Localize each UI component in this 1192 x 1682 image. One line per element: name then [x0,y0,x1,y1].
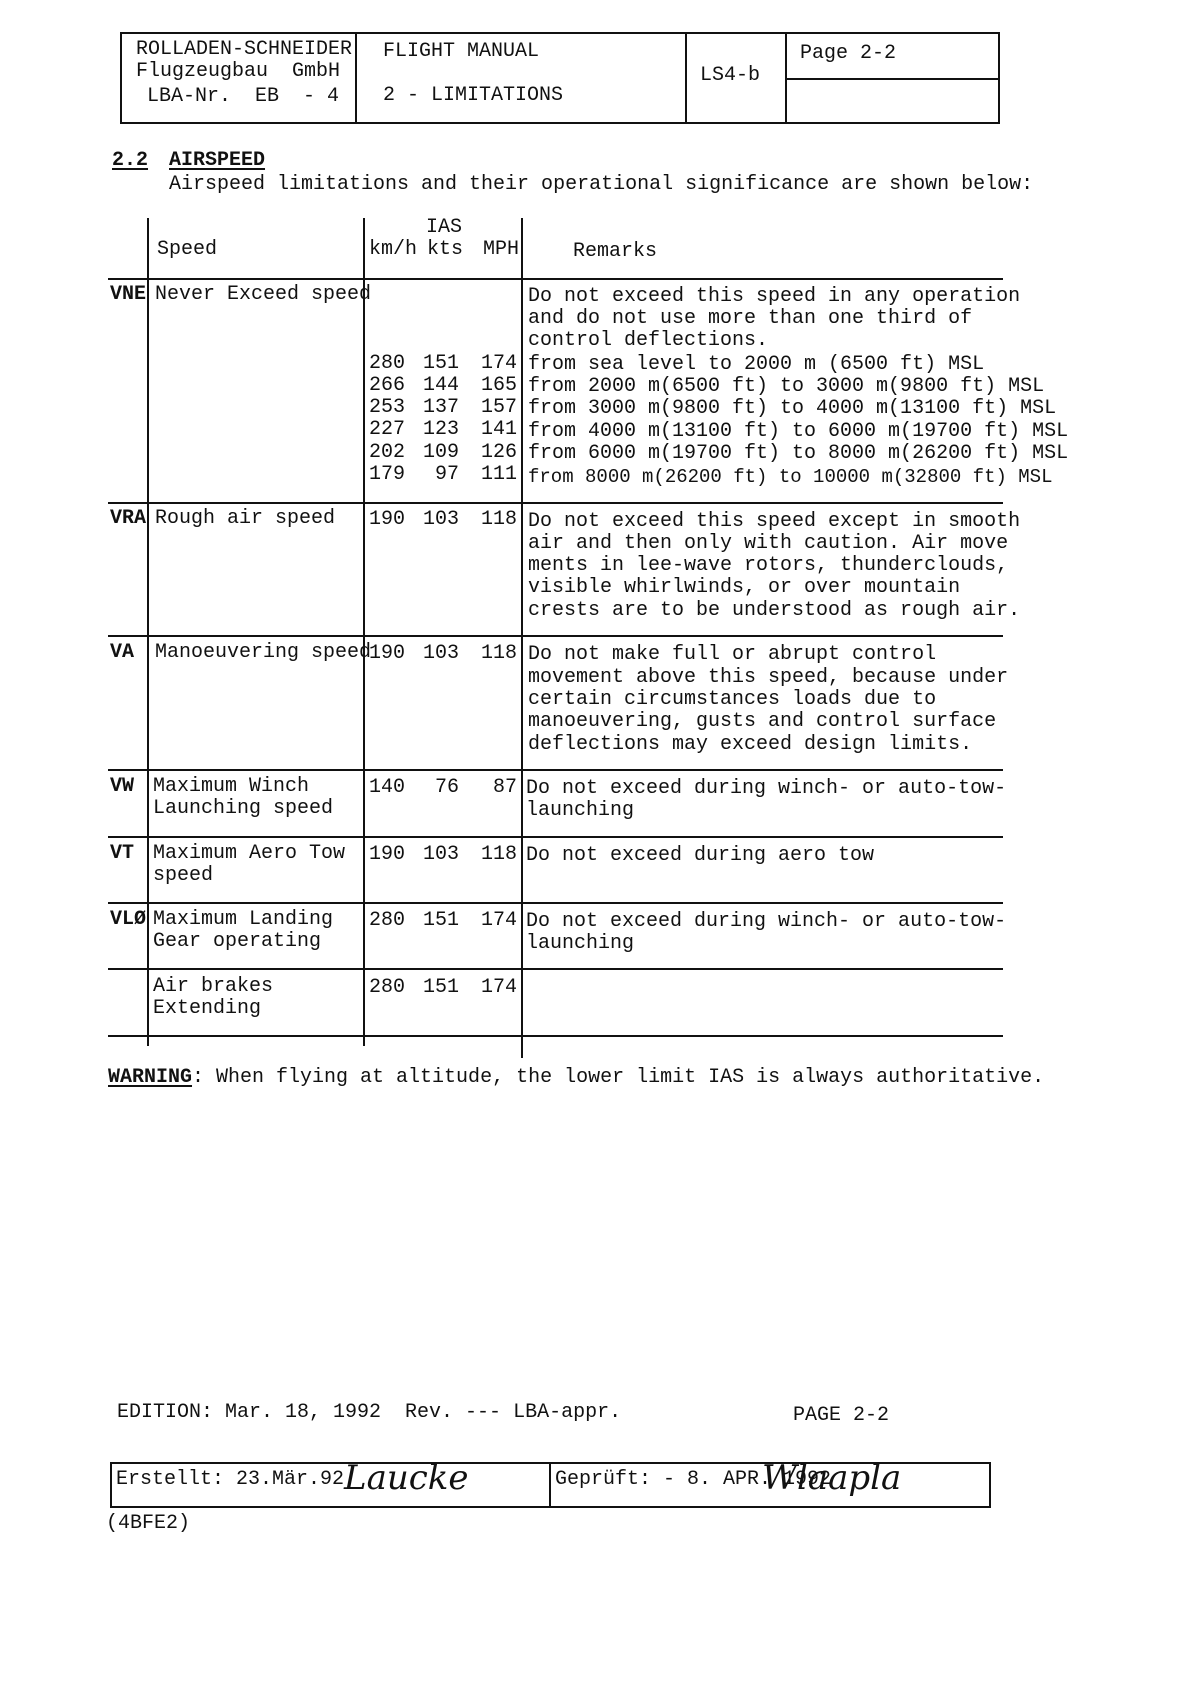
value-kts: 151 [423,909,460,932]
speed-name: Maximum Aero Tow [153,842,346,865]
value-kts: 151 [423,352,460,375]
section-intro: Airspeed limitations and their operational significance are shown below: [169,173,1034,196]
speed-code-vne: VNE [110,283,147,306]
table-col-divider [363,218,365,1046]
speed-name: Gear operating [153,930,322,953]
remark-line: visible whirlwinds, or over mountain [528,576,961,599]
speed-name: Maximum Winch [153,775,310,798]
remark-line: Do not exceed during winch- or auto-tow- [526,777,1007,800]
value-kmh: 190 [369,642,406,665]
remark-line: Do not exceed during winch- or auto-tow- [526,910,1007,933]
col-header-mph: MPH [483,238,520,261]
footer-page-number: PAGE 2-2 [793,1404,890,1427]
edition-line: EDITION: Mar. 18, 1992 Rev. --- LBA-appr. [117,1401,622,1424]
speed-code-vra: VRA [110,507,147,530]
speed-name: Launching speed [153,797,334,820]
section-title: 2 - LIMITATIONS [383,84,564,107]
value-kmh: 227 [369,418,406,441]
value-kts: 97 [434,463,459,486]
value-mph: 111 [481,463,518,486]
remark-line: from 3000 m(9800 ft) to 4000 m(13100 ft) MSL [528,397,1057,420]
table-row-divider [108,836,1003,838]
table-row-divider [108,635,1003,637]
table-col-divider [147,218,149,1046]
document-code: (4BFE2) [106,1512,191,1535]
section-heading: AIRSPEED [169,149,266,172]
value-mph: 118 [481,508,518,531]
table-row-divider [108,278,1003,280]
value-kts: 144 [423,374,460,397]
value-mph: 174 [481,976,518,999]
remark-line: from 6000 m(19700 ft) to 8000 m(26200 ft) MSL [528,442,1069,465]
value-kts: 103 [423,642,460,665]
value-kmh: 280 [369,352,406,375]
aircraft-model: LS4-b [700,64,761,87]
remark-line: ments in lee-wave rotors, thunderclouds, [528,554,1009,577]
speed-name: Maximum Landing [153,908,334,931]
section-number: 2.2 [112,149,149,172]
remark-line: Do not make full or abrupt control [528,643,937,666]
value-kmh: 190 [369,508,406,531]
value-mph: 87 [492,776,517,799]
remark-line: from sea level to 2000 m (6500 ft) MSL [528,353,985,376]
remark-line: movement above this speed, because under [528,666,1009,689]
remark-line: launching [526,799,635,822]
value-kts: 103 [423,843,460,866]
created-label: Erstellt: 23.Mär.92 [116,1468,345,1491]
value-kts: 103 [423,508,460,531]
remark-line: crests are to be understood as rough air. [528,599,1021,622]
manual-title: FLIGHT MANUAL [383,40,540,63]
value-mph: 157 [481,396,518,419]
remark-line: Do not exceed this speed except in smooth [528,510,1021,533]
value-kmh: 280 [369,909,406,932]
remark-line: Do not exceed during aero tow [526,844,875,867]
value-kmh: 190 [369,843,406,866]
value-kmh: 140 [369,776,406,799]
remark-line: from 4000 m(13100 ft) to 6000 m(19700 ft) MSL [528,420,1069,443]
value-kts: 109 [423,441,460,464]
remark-line: air and then only with caution. Air move [528,532,1009,555]
value-mph: 174 [481,909,518,932]
remark-line: from 2000 m(6500 ft) to 3000 m(9800 ft) MSL [528,375,1045,398]
speed-name: Air brakes [153,975,274,998]
approval-divider [549,1462,551,1508]
checked-label: Geprüft: - 8. APR. 1992 [555,1468,832,1491]
value-mph: 165 [481,374,518,397]
table-row-divider [108,968,1003,970]
speed-name: Extending [153,997,262,1020]
value-mph: 118 [481,843,518,866]
table-row-divider [108,902,1003,904]
value-kts: 137 [423,396,460,419]
value-kts: 151 [423,976,460,999]
speed-code-vlo: VLØ [110,908,147,931]
speed-name: Manoeuvering speed [155,641,372,664]
header-divider [785,78,1000,80]
col-header-kts: kts [427,238,464,261]
value-mph: 174 [481,352,518,375]
lba-number: LBA-Nr. EB - 4 [147,85,340,108]
company-name: ROLLADEN-SCHNEIDER [136,38,353,61]
col-header-speed: Speed [157,238,218,261]
remark-line: manoeuvering, gusts and control surface [528,710,997,733]
header-divider [355,32,357,124]
value-mph: 141 [481,418,518,441]
value-kmh: 202 [369,441,406,464]
remark-line: Do not exceed this speed in any operation [528,285,1021,308]
remark-line: certain circumstances loads due to [528,688,937,711]
value-kmh: 253 [369,396,406,419]
speed-name: Never Exceed speed [155,283,372,306]
checker-signature: Wlaapla [762,1458,902,1498]
remark-line: launching [526,932,635,955]
value-kmh: 179 [369,463,406,486]
page-number: Page 2-2 [800,42,897,65]
table-row-divider [108,769,1003,771]
table-row-divider [108,1035,1003,1037]
header-divider [685,32,687,124]
value-kmh: 266 [369,374,406,397]
value-kts: 123 [423,418,460,441]
value-kmh: 280 [369,976,406,999]
speed-code-vw: VW [110,775,135,798]
col-header-kmh: km/h [369,238,418,261]
table-col-divider [521,218,523,1058]
speed-name: speed [153,864,214,887]
warning-text: : When flying at altitude, the lower limit IAS is always authoritative. [192,1066,1045,1089]
remark-line: from 8000 m(26200 ft) to 10000 m(32800 ft) MSL [528,466,1053,488]
remark-line: control deflections. [528,329,769,352]
speed-code-va: VA [110,641,135,664]
remark-line: deflections may exceed design limits. [528,733,973,756]
warning-label: WARNING [108,1066,193,1089]
col-header-ias: IAS [426,216,463,239]
warning-note [108,1066,1044,1090]
remark-line: and do not use more than one third of [528,307,973,330]
table-row-divider [108,502,1003,504]
value-kts: 76 [434,776,459,799]
value-mph: 118 [481,642,518,665]
speed-name: Rough air speed [155,507,336,530]
company-subtitle: Flugzeugbau GmbH [136,60,341,83]
speed-code-vt: VT [110,842,135,865]
col-header-remarks: Remarks [573,240,658,263]
creator-signature: Laucke [344,1458,469,1498]
value-mph: 126 [481,441,518,464]
